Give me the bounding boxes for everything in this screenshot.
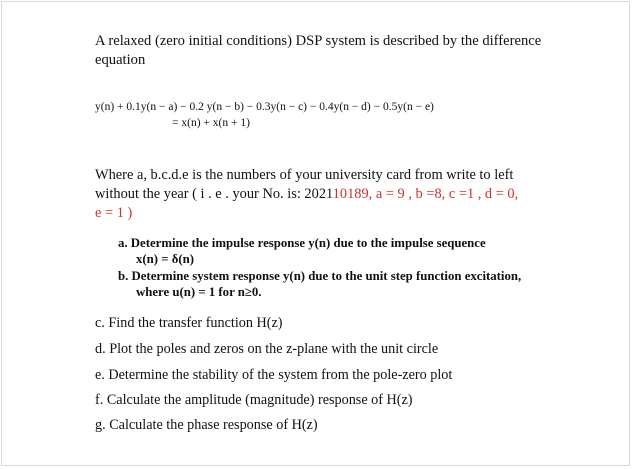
question-g: g. Calculate the phase response of H(z)	[95, 417, 318, 433]
card-number-digits: 10189	[332, 186, 369, 202]
part-a-line-1: a. Determine the impulse response y(n) due to the impulse sequence	[118, 236, 486, 250]
problem-intro	[95, 32, 541, 70]
intro-line-2: equation	[95, 52, 146, 68]
difference-equation-line-2: = x(n) + x(n + 1)	[172, 117, 250, 129]
question-d: d. Plot the poles and zeros on the z-plane with the unit circle	[95, 341, 439, 357]
where-line-2-prefix: without the year ( i . e . your No. is: 2021	[95, 186, 333, 202]
part-a-line-2: x(n) = δ(n)	[136, 252, 195, 266]
question-e: e. Determine the stability of the system from the pole-zero plot	[95, 367, 453, 383]
question-c: c. Find the transfer function H(z)	[95, 315, 283, 331]
difference-equation-line-1: y(n) + 0.1y(n − a) − 0.2 y(n − b) − 0.3y(n − c) − 0.4y(n − d) − 0.5y(n − e)	[95, 101, 434, 113]
part-b-line-2: where u(n) = 1 for n≥0.	[136, 285, 262, 299]
part-b-line-1: b. Determine system response y(n) due to the unit step function excitation,	[118, 269, 522, 283]
intro-line-1: A relaxed (zero initial conditions) DSP system is described by the difference	[95, 33, 542, 49]
where-line-2	[95, 185, 518, 204]
where-line-3: e = 1 )	[95, 205, 133, 221]
question-f: f. Calculate the amplitude (magnitude) response of H(z)	[95, 392, 413, 408]
where-line-1: Where a, b.c.d.e is the numbers of your university card from write to left	[95, 167, 514, 183]
where-line-2-suffix: , a = 9 , b =8, c =1 , d = 0,	[368, 186, 519, 202]
parameter-description	[95, 166, 518, 223]
